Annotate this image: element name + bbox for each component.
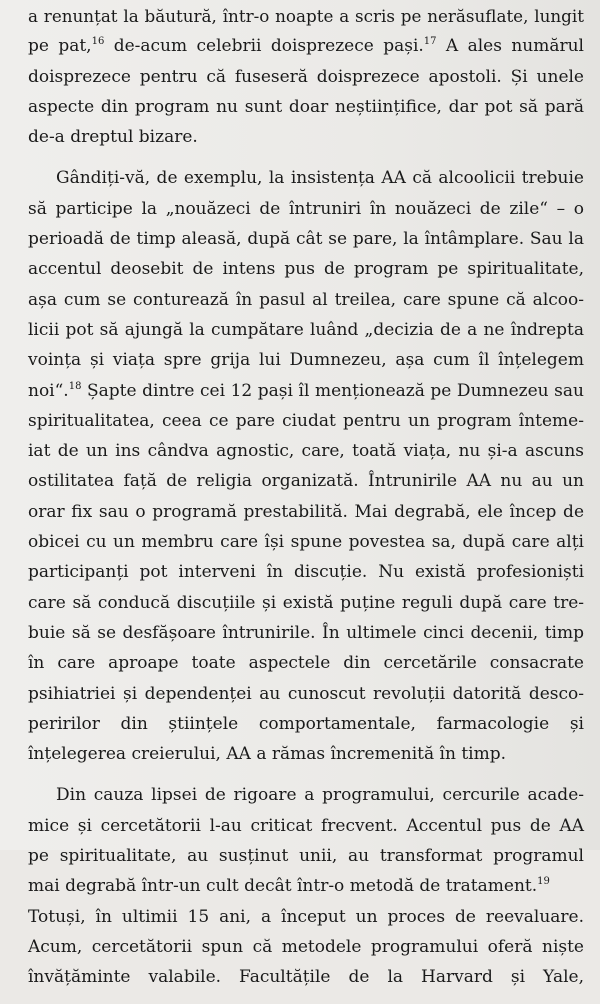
text-line: învățăminte valabile. Facultățile de la Harvard și Yale, <box>28 967 584 988</box>
text-line: obicei cu un membru care își spune povestea sa, după care alți <box>28 532 584 553</box>
text-line: psihiatriei și dependenței au cunoscut revoluții datorită desco- <box>28 683 584 704</box>
text-line: mai degrabă într-un cult decât într-o metodă de tratament.$^{19}$ <box>28 876 550 897</box>
footnote-ref[interactable]: 16 <box>91 36 105 48</box>
text-line: în care aproape toate aspectele din cercetările consacrate <box>28 653 584 674</box>
text-line: buie să se desfășoare întrunirile. În ultimele cinci decenii, timp <box>28 622 584 643</box>
text-line: să participe la „nouăzeci de întruniri în nouăzeci de zile“ – o <box>28 198 584 219</box>
text-line: pe spiritualitate, au susținut unii, au transformat programul <box>28 846 584 867</box>
text-line: licii pot să ajungă la cumpătare luând „decizia de a ne îndrepta <box>28 319 584 340</box>
text-line: Totuși, în ultimii 15 ani, a început un proces de reevaluare. <box>28 906 584 927</box>
text-line: Acum, cercetătorii spun că metodele programului oferă niște <box>28 936 584 957</box>
text-line: așa cum se conturează în pasul al treilea, care spune că alcoo- <box>28 289 584 310</box>
paragraph-3 <box>28 780 584 992</box>
text-line: înțelegerea creierului, AA a rămas încremenită în timp. <box>28 744 506 765</box>
text-line: mice și cercetătorii l-au criticat frecvent. Accentul pus de AA <box>28 815 584 836</box>
text-line: iat de un ins cândva agnostic, care, toată viața, nu și-a ascuns <box>28 441 584 462</box>
paragraph-1 <box>28 1 584 152</box>
text-line: pe pat,$^{16}$ de-acum celebrii doisprezece pași.$^{17}$ A ales numărul <box>28 36 584 57</box>
text-line: care să conducă discuțiile și există puține reguli după care tre- <box>28 592 584 613</box>
text-line: de-a dreptul bizare. <box>28 127 198 148</box>
text-line: noi“.$^{18}$ Șapte dintre cei 12 pași îl menționează pe Dumnezeu sau <box>28 380 584 401</box>
text-line: spiritualitatea, ceea ce pare ciudat pentru un program înteme- <box>28 410 584 431</box>
text-line: doisprezece pentru că fuseseră doisprezece apostoli. Și unele <box>28 66 584 87</box>
text-line: perioadă de timp aleasă, după cât se pare, la întâmplare. Sau la <box>28 229 584 250</box>
text-line: ostilitatea față de religia organizată. Întrunirile AA nu au un <box>28 471 584 492</box>
footnote-ref[interactable]: 18 <box>68 380 82 392</box>
footnote-ref[interactable]: 17 <box>423 36 437 48</box>
text-line: voința și viața spre grija lui Dumnezeu, așa cum îl înțelegem <box>28 350 584 371</box>
text-line: aspecte din program nu sunt doar neștiințifice, dar pot să pară <box>28 96 584 117</box>
text-line: a renunțat la băutură, într-o noapte a scris pe nerăsuflate, lungit <box>28 6 584 26</box>
text-line: Gândiți-vă, de exemplu, la insistența AA că alcoolicii trebuie <box>56 168 584 189</box>
text-line: participanți pot interveni în discuție. Nu există profesioniști <box>28 562 584 583</box>
footnote-ref[interactable]: 19 <box>537 876 550 888</box>
body-text <box>28 1 584 1004</box>
text-line: accentul deosebit de intens pus de program pe spiritualitate, <box>28 259 584 280</box>
text-line: orar fix sau o programă prestabilită. Mai degrabă, ele încep de <box>28 501 584 522</box>
paragraph-2 <box>28 163 584 769</box>
text-line: Din cauza lipsei de rigoare a programului, cercurile acade- <box>56 785 584 806</box>
text-line: peririlor din științele comportamentale, farmacologie și <box>28 713 584 734</box>
